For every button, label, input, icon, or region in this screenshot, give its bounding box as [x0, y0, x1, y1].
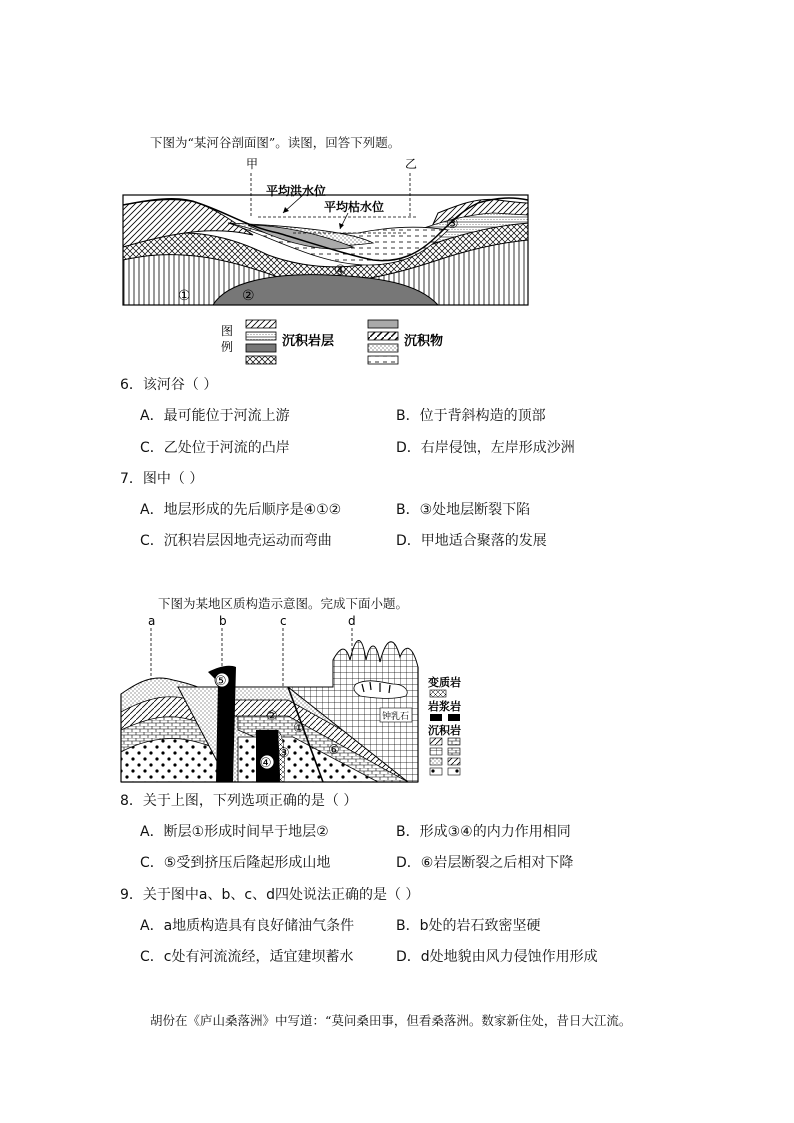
question-6-option-a[interactable]: A．最可能位于河流上游	[140, 408, 290, 424]
legend-title-1: 图	[221, 324, 234, 338]
question-6-stem: 6．该河谷（ ）	[120, 377, 218, 393]
question-9-option-d[interactable]: D．d处地貌由风力侵蚀作用形成	[396, 949, 598, 965]
marker-1: ①	[293, 721, 305, 736]
question-9-stem: 9．关于图中a、b、c、d四处说法正确的是（ ）	[120, 887, 420, 903]
legend-rock-swatches	[246, 320, 276, 364]
question-8-stem: 8．关于上图，下列选项正确的是（ ）	[120, 793, 358, 809]
question-9-option-a[interactable]: A．a地质构造具有良好储油气条件	[140, 918, 355, 934]
question-7-option-a[interactable]: A．地层形成的先后顺序是④①②	[140, 502, 342, 518]
marker-4: ④	[334, 263, 347, 279]
question-8-option-d[interactable]: D．⑥岩层断裂之后相对下降	[396, 855, 574, 871]
label-yi: 乙	[405, 157, 418, 171]
legend-igneous: 岩浆岩	[428, 700, 461, 713]
legend-sedimentary-rock: 沉积岩层	[282, 334, 335, 349]
legend-sediment-swatches	[368, 320, 398, 364]
marker-3: ③	[446, 216, 459, 232]
question-7-option-c[interactable]: C．沉积岩层因地壳运动而弯曲	[140, 533, 332, 549]
intro-text-1: 下图为“某河谷剖面图”。读图，回答下列题。	[150, 135, 401, 150]
question-7-option-b[interactable]: B．③处地层断裂下陷	[396, 502, 531, 518]
legend-sedimentary-swatches	[430, 738, 460, 775]
label-jia: 甲	[246, 157, 259, 171]
question-7-option-d[interactable]: D．甲地适合聚落的发展	[396, 533, 547, 549]
question-7-stem: 7．图中（ ）	[120, 471, 204, 487]
question-9-option-c[interactable]: C．c处有河流流经，适宜建坝蓄水	[140, 949, 354, 965]
question-9-option-b[interactable]: B．b处的岩石致密坚硬	[396, 918, 541, 934]
question-8-option-b[interactable]: B．形成③④的内力作用相同	[396, 824, 571, 840]
label-c: c	[280, 614, 287, 628]
label-stalactite: 钟乳石	[382, 712, 410, 722]
marker-1: ①	[178, 288, 191, 304]
question-6-option-b[interactable]: B．位于背斜构造的顶部	[396, 408, 546, 424]
marker-6: ⑥	[328, 743, 340, 758]
marker-4: ④	[260, 756, 272, 771]
marker-5: ⑤	[215, 674, 227, 689]
marker-3: ③	[278, 746, 290, 761]
river-valley-figure	[118, 155, 538, 365]
marker-2: ②	[242, 288, 255, 304]
label-b: b	[219, 614, 227, 628]
label-flood-level: 平均洪水位	[266, 184, 327, 198]
legend-title-2: 例	[221, 340, 234, 354]
label-d: d	[348, 614, 356, 628]
question-8-option-c[interactable]: C．⑤受到挤压后隆起形成山地	[140, 855, 331, 871]
question-6-option-c[interactable]: C．乙处位于河流的凸岸	[140, 440, 290, 456]
marker-2: ②	[266, 709, 278, 724]
intro-text-2: 下图为某地区质构造示意图。完成下面小题。	[158, 596, 409, 611]
legend-sedimentary: 沉积岩	[428, 724, 461, 737]
geology-structure-figure	[118, 612, 478, 784]
legend-sediment: 沉积物	[404, 334, 444, 349]
legend-metamorphic: 变质岩	[428, 676, 461, 689]
quote-text: 胡份在《庐山桑落洲》中写道：“莫问桑田事，但看桑落洲。数家新住处，昔日大江流。	[150, 1013, 632, 1028]
label-a: a	[148, 614, 156, 628]
question-6-option-d[interactable]: D．右岸侵蚀，左岸形成沙洲	[396, 440, 575, 456]
label-dry-level: 平均枯水位	[324, 200, 385, 214]
question-8-option-a[interactable]: A．断层①形成时间早于地层②	[140, 824, 329, 840]
